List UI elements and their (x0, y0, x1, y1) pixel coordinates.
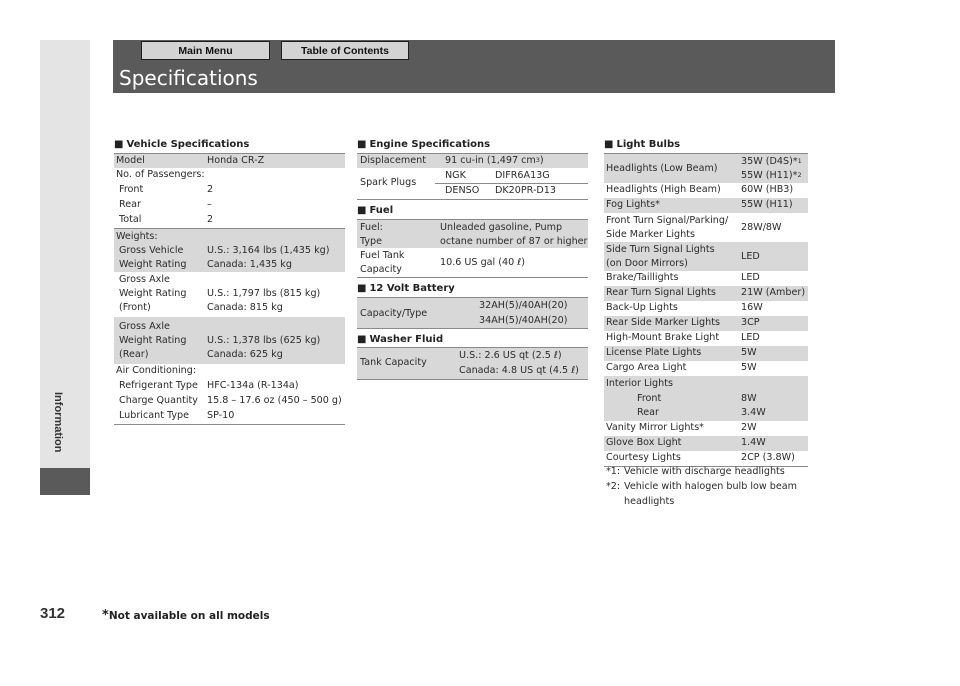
table-row: Fuel: Type Unleaded gasoline, Pump octane number of 87 or higher (357, 219, 588, 248)
table-row: Air Conditioning: (116, 365, 197, 376)
table-row: High-Mount Brake Light LED (606, 332, 760, 343)
engine-specs-heading: ■ Engine Specifications (357, 139, 491, 150)
availability-note: *Not available on all models (102, 608, 270, 623)
page-title: Specifications (119, 66, 258, 90)
main-menu-button[interactable]: Main Menu (141, 41, 270, 60)
light-bulbs-heading: ■ Light Bulbs (604, 139, 681, 150)
table-row: Brake/Taillights LED (606, 272, 760, 283)
table-row: Rear Turn Signal Lights 21W (Amber) (604, 286, 808, 301)
table-row: Weights: Gross Vehicle Weight Rating U.S.: 3,164 lbs (1,435 kg) Canada: 1,435 kg (114, 228, 345, 272)
washer-table (357, 347, 588, 380)
table-row: Glove Box Light 1.4W (604, 436, 808, 451)
table-row: Lubricant Type SP-10 (119, 410, 235, 421)
footnote-1: *1: Vehicle with discharge headlights (606, 466, 785, 477)
table-row: Spark Plugs NGK DIFR6A13G DENSO DK20PR-D13 (357, 168, 588, 199)
table-row: Back-Up Lights 16W (606, 302, 763, 313)
table-row: Rear Side Marker Lights 3CP (604, 316, 808, 331)
table-row: Interior Lights Front 8W Rear 3.4W (604, 376, 808, 421)
side-tab-bar (40, 40, 90, 495)
table-row: Charge Quantity 15.8 – 17.6 oz (450 – 500 g) (119, 395, 342, 406)
table-row: Headlights (High Beam) 60W (HB3) (606, 184, 794, 195)
footnote-2: *2: Vehicle with halogen bulb low beam (606, 481, 798, 492)
table-row: Headlights (Low Beam) 35W (D4S)*$^1$ 55W (H11)*$^2$ (604, 153, 808, 183)
engine-specs-table (357, 153, 588, 200)
table-row: Fog Lights* 55W (H11) (604, 198, 808, 213)
table-row: Front 2 (119, 184, 214, 195)
table-row: Cargo Area Light 5W (606, 362, 757, 373)
fuel-heading: ■ Fuel (357, 205, 394, 216)
footnote-2-cont: headlights (624, 496, 675, 507)
page-header (113, 40, 835, 93)
table-row: Tank Capacity U.S.: 2.6 US qt (2.5 ℓ) Canada: 4.8 US qt (4.5 ℓ) (357, 347, 588, 379)
table-row: Side Turn Signal Lights (on Door Mirrors) LED (604, 242, 808, 271)
vehicle-specs-heading: ■ Vehicle Specifications (114, 139, 250, 150)
washer-heading: ■ Washer Fluid (357, 334, 444, 345)
table-row: Model Honda CR-Z (114, 153, 345, 168)
table-row: Front Turn Signal/Parking/ Side Marker Lights 28W/8W (606, 215, 782, 240)
side-section-label: Information (52, 392, 64, 453)
table-row: Capacity/Type 32AH(5)/40AH(20) 34AH(5)/40AH(20) (357, 297, 588, 328)
table-row: Courtesy Lights 2CP (3.8W) (606, 452, 795, 463)
battery-table (357, 297, 588, 329)
table-row: License Plate Lights 5W (604, 346, 808, 361)
vehicle-specs-table (114, 153, 345, 425)
table-row: Gross Axle Weight Rating (Rear) U.S.: 1,378 lbs (625 kg) Canada: 625 kg (114, 317, 345, 364)
table-row: Refrigerant Type HFC-134a (R-134a) (119, 380, 299, 391)
table-row: Vanity Mirror Lights* 2W (606, 422, 757, 433)
fuel-table (357, 219, 588, 278)
table-row: Total 2 (119, 214, 214, 225)
light-bulbs-table (604, 153, 808, 467)
side-tab-marker (40, 468, 90, 495)
table-row: Rear – (119, 199, 212, 210)
table-row: No. of Passengers: (116, 169, 205, 180)
table-row: Fuel Tank Capacity 10.6 US gal (40 ℓ) (360, 250, 525, 275)
page-number: 312 (40, 605, 66, 622)
table-row: Displacement 91 cu-in (1,497 $cm^3$) (357, 153, 588, 168)
light-bulbs-footnotes (604, 465, 824, 510)
table-of-contents-button[interactable]: Table of Contents (281, 41, 409, 60)
battery-heading: ■ 12 Volt Battery (357, 283, 455, 294)
table-row: Gross Axle Weight Rating (Front) U.S.: 1,797 lbs (815 kg) Canada: 815 kg (119, 274, 321, 313)
